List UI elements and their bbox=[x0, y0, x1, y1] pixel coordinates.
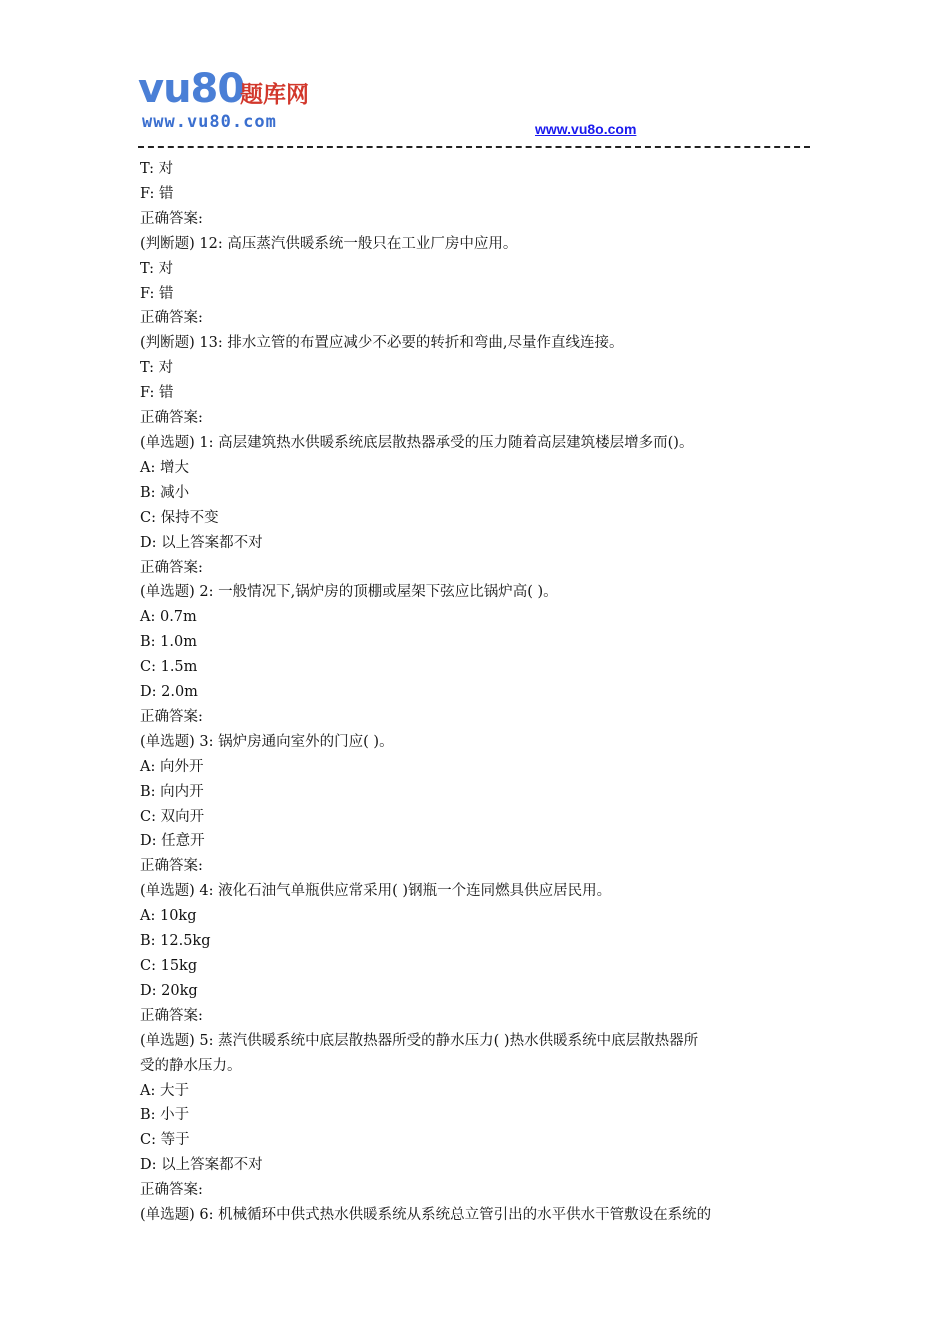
text-line: D: 20kg bbox=[140, 982, 198, 999]
text-line: B: 12.5kg bbox=[140, 933, 211, 950]
text-line: F: 错 bbox=[140, 385, 174, 402]
logo-cn-text: 题库网 bbox=[240, 82, 309, 108]
text-line: A: 0.7m bbox=[140, 609, 197, 626]
text-line: F: 错 bbox=[140, 185, 174, 202]
text-line: C: 1.5m bbox=[140, 659, 198, 676]
text-line: (判断题) 12: 高压蒸汽供暖系统一般只在工业厂房中应用。 bbox=[140, 235, 518, 252]
text-line: F: 错 bbox=[140, 285, 174, 302]
text-line: (单选题) 6: 机械循环中供式热水供暖系统从系统总立管引出的水平供水干管敷设在系统的 bbox=[140, 1207, 712, 1224]
text-line: A: 增大 bbox=[140, 459, 189, 476]
text-line: 正确答案: bbox=[140, 858, 203, 875]
text-line: B: 减小 bbox=[140, 484, 190, 501]
text-line: D: 以上答案都不对 bbox=[140, 1157, 263, 1174]
text-line: A: 大于 bbox=[140, 1082, 189, 1099]
logo-url-text: www.vu80.com bbox=[142, 112, 277, 132]
text-line: 正确答案: bbox=[140, 210, 203, 227]
header-divider bbox=[138, 146, 810, 148]
text-line: (单选题) 3: 锅炉房通向室外的门应( )。 bbox=[140, 733, 394, 750]
text-line: C: 保持不变 bbox=[140, 509, 219, 526]
text-line: B: 小于 bbox=[140, 1107, 190, 1124]
text-line: T: 对 bbox=[140, 161, 174, 177]
logo-mark: vu80 bbox=[138, 66, 245, 112]
text-line: D: 2.0m bbox=[140, 684, 198, 701]
question-list bbox=[140, 157, 812, 1228]
text-line: B: 向内开 bbox=[140, 783, 204, 800]
site-logo bbox=[138, 62, 360, 134]
text-line: A: 10kg bbox=[140, 908, 197, 925]
text-line: (单选题) 4: 液化石油气单瓶供应常采用( )钢瓶一个连同燃具供应居民用。 bbox=[140, 883, 612, 900]
text-line: 正确答案: bbox=[140, 1182, 203, 1199]
text-line: 正确答案: bbox=[140, 559, 203, 576]
text-line: 正确答案: bbox=[140, 410, 203, 427]
text-line: (单选题) 5: 蒸汽供暖系统中底层散热器所受的静水压力( )热水供暖系统中底层散热器所 bbox=[140, 1032, 699, 1049]
text-line: 正确答案: bbox=[140, 708, 203, 725]
text-line: (单选题) 1: 高层建筑热水供暖系统底层散热器承受的压力随着高层建筑楼层增多而()。 bbox=[140, 434, 694, 451]
text-line: C: 双向开 bbox=[140, 808, 205, 825]
site-link[interactable]: www.vu8o.com bbox=[535, 121, 637, 137]
text-line: T: 对 bbox=[140, 260, 174, 277]
text-line: B: 1.0m bbox=[140, 634, 197, 651]
text-line: 正确答案: bbox=[140, 310, 203, 327]
text-line: C: 15kg bbox=[140, 958, 198, 974]
page-header bbox=[138, 62, 810, 142]
text-line: C: 等于 bbox=[140, 1132, 190, 1149]
text-line: T: 对 bbox=[140, 360, 174, 377]
text-line: (判断题) 13: 排水立管的布置应减少不必要的转折和弯曲,尽量作直线连接。 bbox=[140, 335, 624, 352]
text-line: D: 任意开 bbox=[140, 833, 205, 850]
text-line: 受的静水压力。 bbox=[140, 1057, 242, 1074]
text-line: D: 以上答案都不对 bbox=[140, 534, 263, 551]
text-line: A: 向外开 bbox=[140, 758, 204, 775]
text-line: (单选题) 2: 一般情况下,锅炉房的顶棚或屋架下弦应比锅炉高( )。 bbox=[140, 584, 558, 601]
text-line: 正确答案: bbox=[140, 1007, 203, 1024]
